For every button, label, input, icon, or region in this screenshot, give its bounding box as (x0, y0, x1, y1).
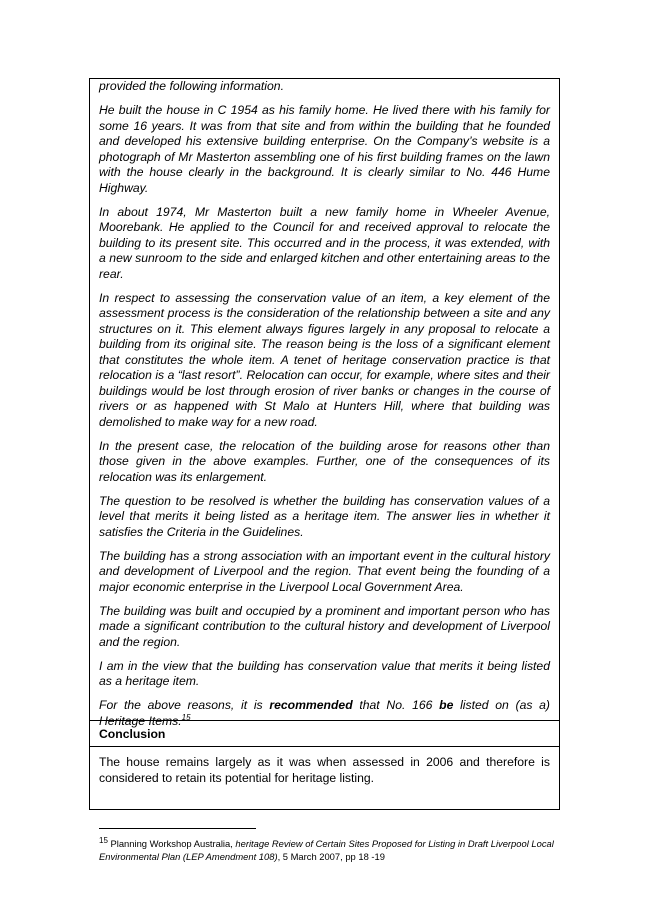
be-emphasis: be (439, 698, 454, 712)
footnote-title: heritage Review of Certain Sites Proposed for Listing in Draft Liverpool Local Environmental Plan (LEP Amendment 108) (99, 838, 554, 862)
quote-paragraph: provided the following information. (99, 79, 284, 93)
quote-paragraph: The building has a strong association with an important event in the cultural history and development of Liverpool and the region. That event being the founding of a major economic enterprise in the Liverpool Local Government Area. (99, 548, 550, 594)
quoted-assessment-box (89, 78, 560, 810)
conclusion-body: The house remains largely as it was when assessed in 2006 and therefore is considered to retain its potential for heritage listing. (99, 755, 550, 785)
quote-paragraph: In about 1974, Mr Masterton built a new family home in Wheeler Avenue, Moorebank. He applied to the Council for and received approval to relocate the building to its present site. This occurred and in the process, it was extended, with a new sunroom to the side and enlarged kitchen and other entertaining areas to the rear. (99, 204, 550, 281)
footnote-number: 15 (99, 835, 108, 845)
recommendation-text: listed on (as a) Heritage Items. (99, 698, 550, 728)
footnote-author: Planning Workshop Australia, (107, 838, 236, 849)
quote-paragraph: I am in the view that the building has conservation value that merits it being listed as a heritage item. (99, 658, 550, 688)
quote-paragraph: The question to be resolved is whether the building has conservation values of a level that merits it being listed as a heritage item. The answer lies in whether it satisfies the Criteria in the Guidelines. (99, 493, 550, 539)
quote-paragraph: The building was built and occupied by a prominent and important person who has made a significant contribution to the cultural history and development of Liverpool and the region. (99, 603, 550, 649)
quote-paragraph: In respect to assessing the conservation value of an item, a key element of the assessment process is the consideration of the relationship between a site and any structures on it. This element always figures largely in any proposal to relocate a building from its original site. The reason being is the loss of a significant element that constitutes the whole item. A tenet of heritage conservation practice is that relocation is a “last resort”. Relocation can occur, for example, where sites and their buildings would be lost through erosion of river banks or changes in the course of rivers or as happened with St Malo at Hunters Hill, where that building was demolished to make way for a new road. (99, 290, 550, 429)
footnote (99, 835, 554, 863)
footnote-separator (99, 828, 256, 829)
quote-paragraph: He built the house in C 1954 as his family home. He lived there with his family for some 16 years. It was from that site and from within the building that he founded and developed his extensive building enterprise. On the Company’s website is a photograph of Mr Masterton assembling one of his first building frames on the lawn with the house clearly in the background. It is clearly similar to No. 446 Hume Highway. (99, 103, 550, 195)
recommendation-text: that No. 166 (352, 698, 440, 712)
footnote-details: , 5 March 2007, pp 18 -19 (277, 850, 385, 862)
footnote-reference[interactable]: 15 (181, 712, 191, 722)
quote-paragraph: In the present case, the relocation of the building arose for reasons other than those given in the above examples. Further, one of the consequences of its relocation was its enlargement. (99, 438, 550, 484)
conclusion-heading: Conclusion (90, 721, 559, 747)
recommendation-text: For the above reasons, it is (99, 698, 270, 712)
quoted-text-cell (90, 79, 559, 728)
recommended-emphasis: recommended (269, 698, 353, 712)
